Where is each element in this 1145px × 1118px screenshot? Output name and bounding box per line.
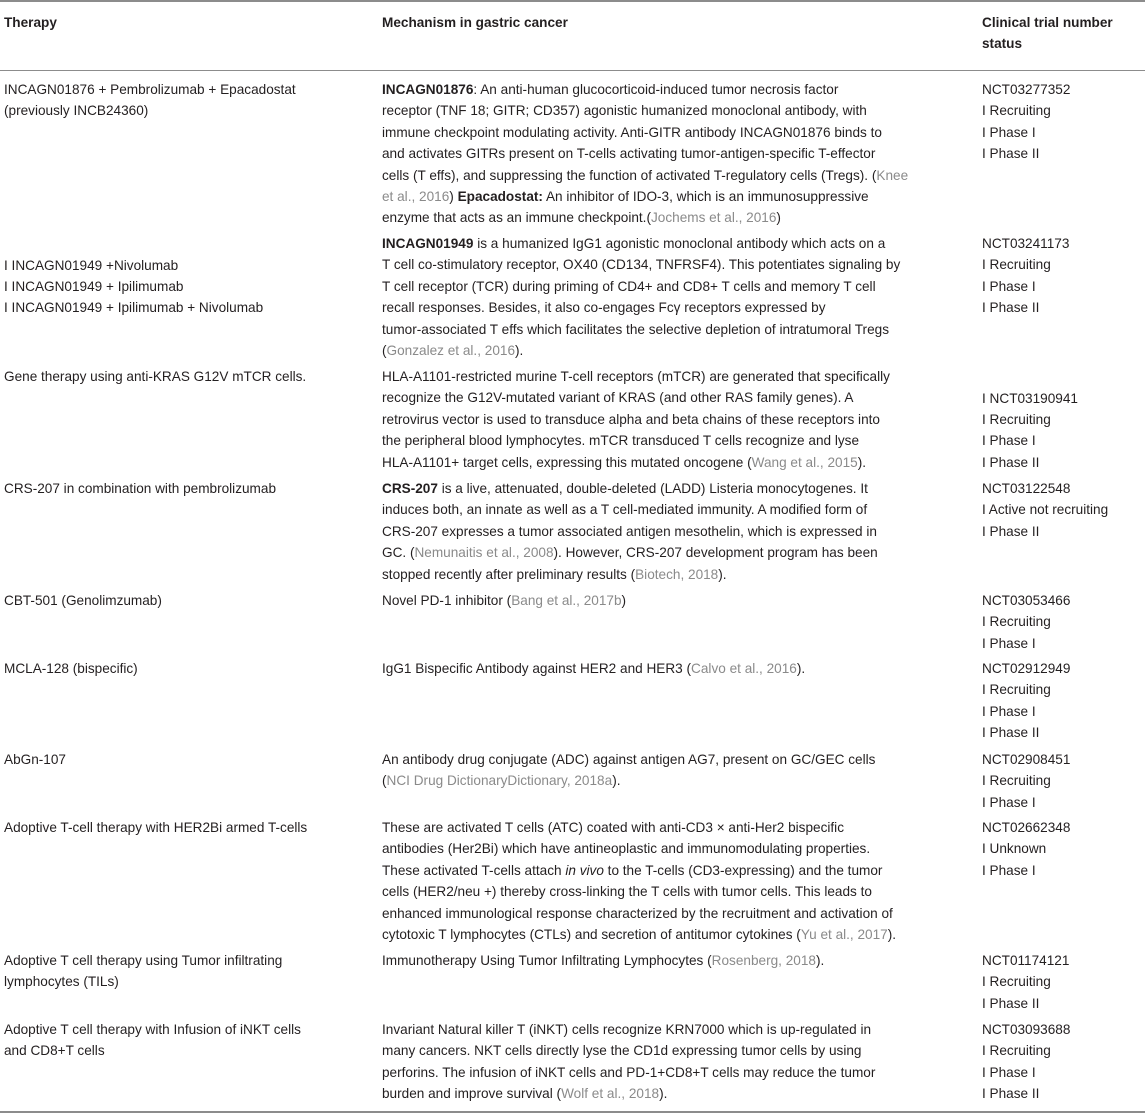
mechanism-line (382, 143, 962, 164)
mechanism-cell (382, 658, 962, 679)
citation: Biotech, 2018 (635, 566, 719, 582)
text-run: HLA-A1101+ target cells, expressing this mutated oncogene ( (382, 454, 752, 470)
text-run: Invariant Natural killer T (iNKT) cells recognize KRN7000 which is up-regulated in (382, 1022, 872, 1037)
therapy-line: Adoptive T cell therapy using Tumor infiltrating (4, 953, 283, 968)
text-run: ( (382, 342, 387, 358)
mechanism-line (382, 770, 962, 791)
trial-number: NCT02912949 (982, 661, 1071, 676)
mechanism-cell (382, 590, 962, 611)
text-run: stopped recently after preliminary results ( (382, 566, 636, 582)
text-run: receptor (TNF 18; GITR; CD357) agonistic humanized monoclonal antibody, with (382, 103, 867, 119)
text-run: tumor-associated T effs which facilitates the selective depletion of intratumoral Tregs (382, 321, 889, 337)
text-run: T cell receptor (TCR) during priming of CD4+ and CD8+ T cells and memory T cell (382, 278, 876, 294)
text-run: GC. ( (382, 545, 415, 561)
trial-status-line: I Recruiting (982, 614, 1051, 630)
therapy-line: and CD8+T cells (4, 1043, 105, 1059)
trial-number: NCT02662348 (982, 820, 1071, 835)
citation: et al., 2016 (382, 188, 450, 204)
mechanism-line (382, 817, 962, 838)
trial-number: I NCT03190941 (982, 390, 1078, 406)
text-run: ). (815, 953, 825, 968)
mechanism-line (382, 79, 962, 100)
therapy-cell (4, 590, 364, 611)
text-run: IgG1 Bispecific Antibody against HER2 and HER3 ( (382, 661, 692, 676)
text-run: An inhibitor of IDO-3, which is an immunosuppressive (542, 188, 869, 204)
trial-status-line: I Phase I (982, 1064, 1036, 1080)
text-run: T cell co-stimulatory receptor, OX40 (CD134, TNFRSF4). This potentiates signaling by (382, 257, 901, 273)
trial-status-cell (982, 590, 1142, 654)
text-run: An antibody drug conjugate (ADC) against antigen AG7, present on GC/GEC cells (382, 752, 876, 767)
mechanism-line (382, 881, 962, 902)
mechanism-line (382, 521, 962, 542)
citation: Nemunaitis et al., 2008 (414, 545, 554, 561)
therapy-line: I INCAGN01949 +Nivolumab (4, 257, 179, 273)
text-run: recognize the G12V-mutated variant of KRAS (and other RAS family genes). A (382, 390, 854, 406)
trial-status-line: I Recruiting (982, 682, 1051, 698)
therapy-line: CRS-207 in combination with pembrolizumab (4, 481, 277, 496)
trial-status-line: I Phase I (982, 278, 1036, 294)
trial-status-line: I Active not recruiting (982, 502, 1109, 518)
trial-status-line: I Phase II (982, 523, 1040, 539)
text-run: ). (515, 342, 524, 358)
therapy-cell (4, 1019, 364, 1062)
therapy-line: Gene therapy using anti-KRAS G12V mTCR cells. (4, 369, 307, 384)
trial-number: NCT02908451 (982, 752, 1071, 767)
mechanism-line (382, 860, 962, 881)
citation: NCI Drug DictionaryDictionary, 2018a (386, 773, 613, 789)
text-run: many cancers. NKT cells directly lyse the CD1d expressing tumor cells by using (382, 1043, 862, 1059)
citation: Rosenberg, 2018 (711, 953, 816, 968)
bold-term: Epacadostat: (457, 188, 543, 204)
italic-term: in vivo (565, 862, 604, 878)
mechanism-line (382, 950, 962, 971)
therapy-line: MCLA-128 (bispecific) (4, 661, 138, 676)
header-trial-line2: status (982, 36, 1023, 52)
text-run: : An anti-human glucocorticoid-induced tumor necrosis factor (473, 82, 839, 97)
text-run: ). However, CRS-207 development program has been (553, 545, 878, 561)
trial-status-line: I Phase II (982, 995, 1040, 1011)
mechanism-line (382, 749, 962, 770)
trial-status-line: I Phase II (982, 725, 1040, 741)
text-run: ). (796, 661, 806, 676)
therapy-line: Adoptive T cell therapy with Infusion of iNKT cells (4, 1022, 301, 1037)
mechanism-line (382, 100, 962, 121)
header-rule (0, 70, 1145, 71)
text-run: ( (382, 773, 387, 789)
text-run: ). (857, 454, 867, 470)
header-trial-status (982, 12, 1142, 55)
mechanism-cell (382, 749, 962, 792)
header-trial-line1: Clinical trial number (982, 15, 1113, 30)
citation: Yu et al., 2017 (800, 926, 888, 942)
therapy-cell (4, 658, 364, 679)
text-run: to the T-cells (CD3-expressing) and the tumor (603, 862, 883, 878)
mechanism-cell (382, 233, 962, 361)
text-run: ) (449, 188, 458, 204)
text-run: enhanced immunological response characterized by the recruitment and activation of (382, 905, 893, 921)
mechanism-line (382, 838, 962, 859)
trial-status-line: I Recruiting (982, 103, 1051, 119)
text-run: These activated T-cells attach (382, 862, 566, 878)
citation: Calvo et al., 2016 (691, 661, 797, 676)
trial-status-line: I Recruiting (982, 1043, 1051, 1059)
text-run: ) (776, 210, 781, 226)
text-run: These are activated T cells (ATC) coated with anti-CD3 × anti-Her2 bispecific (382, 820, 845, 835)
mechanism-line (382, 387, 962, 408)
citation: Wang et al., 2015 (751, 454, 858, 470)
mechanism-line (382, 1062, 962, 1083)
therapy-line: AbGn-107 (4, 752, 66, 767)
trial-status-line: I Phase I (982, 124, 1036, 140)
mechanism-line (382, 186, 962, 207)
trial-number: NCT03277352 (982, 82, 1071, 97)
citation: Gonzalez et al., 2016 (386, 342, 516, 358)
text-run: perforins. The infusion of iNKT cells and PD-1+CD8+T cells may reduce the tumor (382, 1064, 876, 1080)
citation: Knee (876, 167, 909, 183)
trial-status-cell (982, 749, 1142, 813)
mechanism-cell (382, 1019, 962, 1105)
mechanism-cell (382, 950, 962, 971)
mechanism-cell (382, 478, 962, 585)
mechanism-cell (382, 817, 962, 945)
trial-status-line: I Recruiting (982, 257, 1051, 273)
mechanism-line (382, 924, 962, 945)
therapy-cell (4, 255, 364, 319)
trial-status-cell (982, 658, 1142, 744)
trial-status-line: I Phase I (982, 635, 1036, 651)
trial-status-cell (982, 1019, 1142, 1105)
text-run: cytotoxic T lymphocytes (CTLs) and secretion of antitumor cytokines ( (382, 926, 801, 942)
trial-status-line: I Phase II (982, 146, 1040, 162)
therapy-cell (4, 817, 364, 838)
text-run: Immunotherapy Using Tumor Infiltrating Lymphocytes ( (382, 953, 712, 968)
text-run: Novel PD-1 inhibitor ( (382, 593, 512, 608)
trial-number: NCT03241173 (982, 236, 1070, 251)
trial-number: NCT01174121 (982, 953, 1070, 968)
therapy-cell (4, 79, 364, 122)
trial-status-cell (982, 478, 1142, 542)
text-run: recall responses. Besides, it also co-engages Fcγ receptors expressed by (382, 300, 826, 316)
trial-status-line: I Recruiting (982, 974, 1051, 990)
mechanism-line (382, 233, 962, 254)
text-run: enzyme that acts as an immune checkpoint.( (382, 210, 651, 226)
text-run: HLA-A1101-restricted murine T-cell receptors (mTCR) are generated that specifically (382, 369, 890, 384)
table-bottom-rule (0, 1111, 1145, 1113)
mechanism-line (382, 409, 962, 430)
mechanism-line (382, 297, 962, 318)
text-run: retrovirus vector is used to transduce alpha and beta chains of these receptors into (382, 411, 880, 427)
trial-status-line: I Phase I (982, 433, 1036, 449)
mechanism-line (382, 478, 962, 499)
therapy-line: lymphocytes (TILs) (4, 974, 119, 990)
citation: Wolf et al., 2018 (561, 1086, 660, 1102)
mechanism-line (382, 165, 962, 186)
text-run: ). (659, 1086, 668, 1102)
mechanism-line (382, 564, 962, 585)
mechanism-line (382, 276, 962, 297)
mechanism-line (382, 590, 962, 611)
trial-number: NCT03093688 (982, 1022, 1071, 1037)
mechanism-line (382, 122, 962, 143)
trial-status-cell (982, 233, 1142, 319)
text-run: is a humanized IgG1 agonistic monoclonal antibody which acts on a (473, 236, 886, 251)
therapy-cell (4, 749, 364, 770)
mechanism-line (382, 340, 962, 361)
trial-status-cell (982, 79, 1142, 165)
mechanism-line (382, 499, 962, 520)
text-run: ) (621, 593, 627, 608)
text-run: ). (887, 926, 897, 942)
header-mechanism: Mechanism in gastric cancer (382, 15, 568, 30)
table-top-rule (0, 0, 1145, 2)
trial-status-cell (982, 817, 1142, 881)
trial-status-line: I Phase I (982, 794, 1036, 810)
text-run: CRS-207 expresses a tumor associated antigen mesothelin, which is expressed in (382, 523, 877, 539)
therapy-cell (4, 950, 364, 993)
trial-status-line: I Recruiting (982, 773, 1051, 789)
therapy-line: I INCAGN01949 + Ipilimumab (4, 278, 184, 294)
text-run: is a live, attenuated, double-deleted (LADD) Listeria monocytogenes. It (437, 481, 868, 496)
therapy-line: I INCAGN01949 + Ipilimumab + Nivolumab (4, 300, 264, 316)
mechanism-line (382, 254, 962, 275)
mechanism-line (382, 452, 962, 473)
trial-status-line: I Phase II (982, 300, 1040, 316)
trial-status-line: I Phase I (982, 703, 1036, 719)
header-therapy: Therapy (4, 15, 57, 30)
text-run: immune checkpoint modulating activity. Anti-GITR antibody INCAGN01876 binds to (382, 124, 882, 140)
mechanism-cell (382, 79, 962, 229)
therapy-cell (4, 478, 364, 499)
bold-term: INCAGN01949 (382, 236, 474, 251)
text-run: ). (612, 773, 621, 789)
trial-number: NCT03122548 (982, 481, 1071, 496)
mechanism-line (382, 207, 962, 228)
text-run: burden and improve survival ( (382, 1086, 562, 1102)
therapy-line: CBT-501 (Genolimzumab) (4, 593, 162, 608)
therapy-line: Adoptive T-cell therapy with HER2Bi armed T-cells (4, 820, 308, 835)
trial-status-line: I Recruiting (982, 411, 1051, 427)
mechanism-line (382, 430, 962, 451)
mechanism-line (382, 1040, 962, 1061)
mechanism-line (382, 658, 962, 679)
mechanism-line (382, 1083, 962, 1104)
mechanism-cell (382, 366, 962, 473)
text-run: cells (T effs), and suppressing the function of activated T-regulatory cells (Tregs). ( (382, 167, 877, 183)
text-run: and activates GITRs present on T-cells activating tumor-antigen-specific T-effector (382, 146, 876, 162)
trial-status-line: I Phase II (982, 454, 1040, 470)
text-run: induces both, an innate as well as a T cell-mediated immunity. A modified form of (382, 502, 868, 518)
mechanism-line (382, 1019, 962, 1040)
trial-number: NCT03053466 (982, 593, 1071, 608)
therapy-cell (4, 366, 364, 387)
therapy-line: INCAGN01876 + Pembrolizumab + Epacadostat (4, 82, 296, 97)
mechanism-line (382, 319, 962, 340)
citation: Jochems et al., 2016 (650, 210, 777, 226)
mechanism-line (382, 903, 962, 924)
text-run: cells (HER2/neu +) thereby cross-linking the T cells with tumor cells. This leads to (382, 884, 872, 900)
text-run: the peripheral blood lymphocytes. mTCR transduced T cells recognize and lyse (382, 433, 860, 449)
mechanism-line (382, 366, 962, 387)
trial-status-cell (982, 388, 1142, 474)
trial-status-cell (982, 950, 1142, 1014)
text-run: antibodies (Her2Bi) which have antineoplastic and immunomodulating properties. (382, 841, 871, 857)
trial-status-line: I Phase II (982, 1086, 1040, 1102)
bold-term: INCAGN01876 (382, 82, 474, 97)
trial-status-line: I Phase I (982, 862, 1036, 878)
mechanism-line (382, 542, 962, 563)
bold-term: CRS-207 (382, 481, 438, 496)
text-run: ). (718, 566, 727, 582)
therapy-line: (previously INCB24360) (4, 103, 149, 119)
trial-status-line: I Unknown (982, 841, 1047, 857)
citation: Bang et al., 2017b (511, 593, 622, 608)
